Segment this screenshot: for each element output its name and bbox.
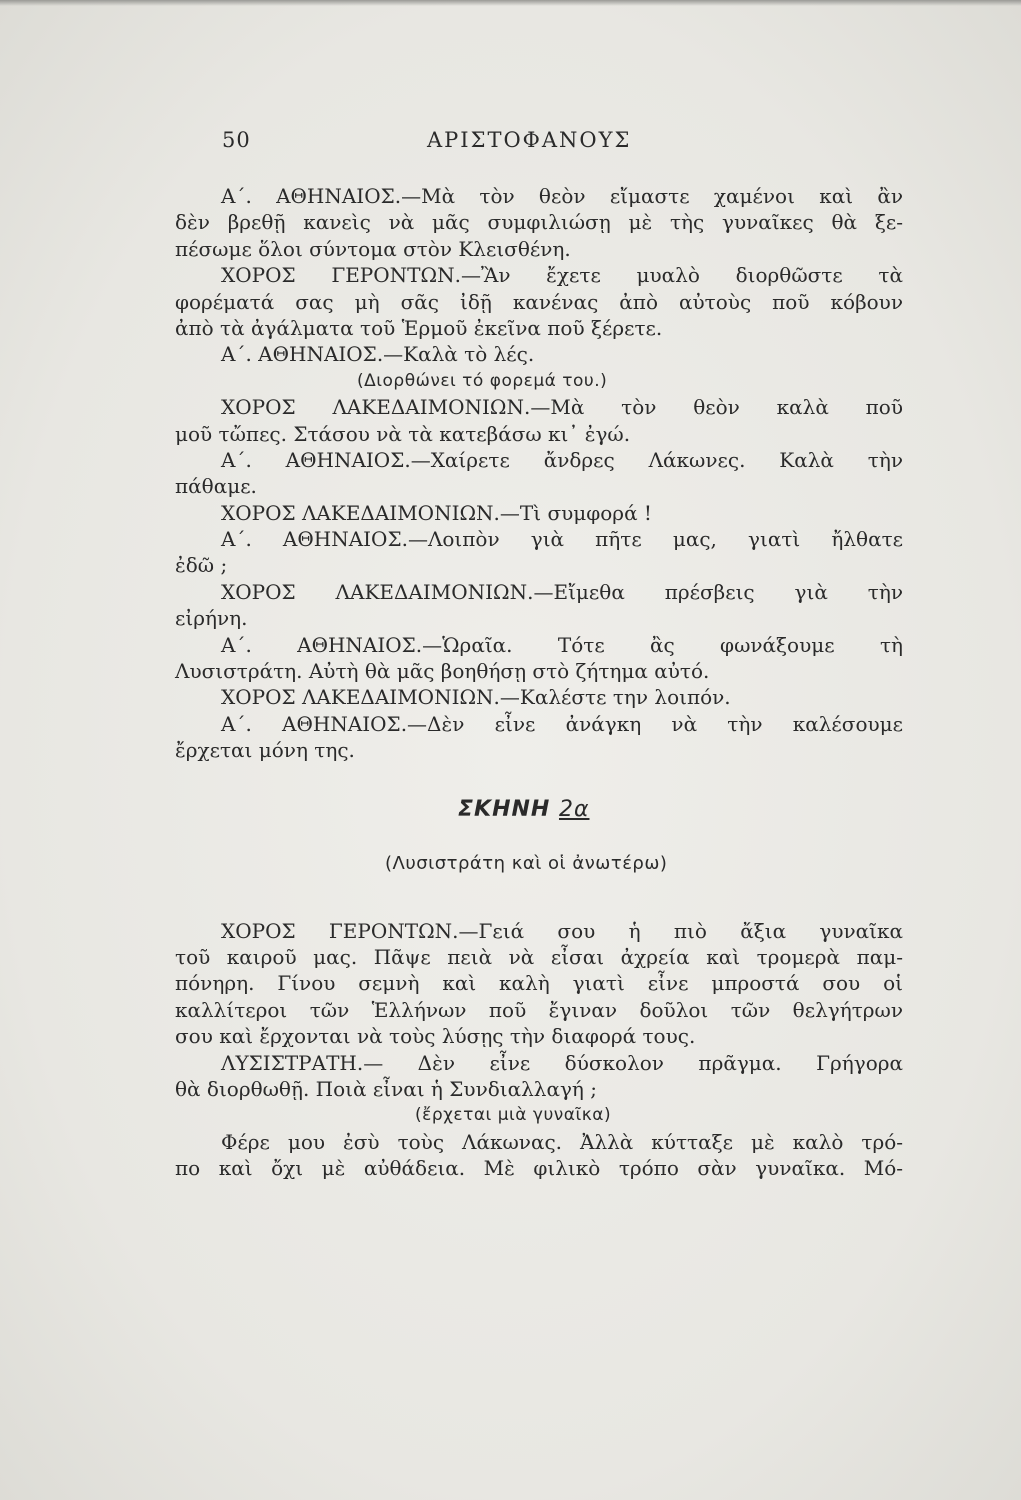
stage-direction: (Διορθώνει τό φορεμά του.) [357,370,608,391]
stage-direction: (ἔρχεται μιὰ γυναῖκα) [415,1105,612,1126]
text-line: φορέματά σας μὴ σᾶς ἰδῇ κανένας ἀπὸ αὐτοὺς ποῦ κόβουν [175,289,903,314]
text-line: σου καὶ ἔρχονται νὰ τοὺς λύσῃς τὴν διαφορά τους. [175,1024,696,1049]
text-line: Α΄. ΑΘΗΝΑΙΟΣ.—Μὰ τὸν θεὸν εἴμαστε χαμένοι καὶ ἂν [221,184,903,208]
text-line: ΧΟΡΟΣ ΓΕΡΟΝΤΩΝ.—Γειά σου ἡ πιὸ ἄξια γυναῖκα [221,918,903,943]
text-line: πάθαμε. [175,474,257,499]
page-header [222,128,902,158]
text-line: πέσωμε ὅλοι σύντομα στὸν Κλεισθένη. [175,236,571,261]
text-line: ΧΟΡΟΣ ΛΑΚΕΔΑΙΜΟΝΙΩΝ.—Μὰ τὸν θεὸν καλὰ ποῦ [221,395,903,420]
text-line: Α΄. ΑΘΗΝΑΙΟΣ.—Δὲν εἶνε ἀνάγκη νὰ τὴν καλέσουμε [221,711,903,736]
scene-title: ΣΚΗΝΗ [458,796,551,822]
text-line: Α΄. ΑΘΗΝΑΙΟΣ.—Χαίρετε ἄνδρες Λάκωνες. Καλὰ τὴν [221,447,903,472]
text-line: καλλίτεροι τῶν Ἑλλήνων ποῦ ἔγιναν δοῦλοι τῶν θελγήτρων [175,997,903,1022]
text-line: ΧΟΡΟΣ ΛΑΚΕΔΑΙΜΟΝΙΩΝ.—Εἴμεθα πρέσβεις γιὰ τὴν [221,579,903,604]
spacer [175,884,903,918]
text-line: ἔρχεται μόνη της. [175,738,355,763]
text-line: θὰ διορθωθῇ. Ποιὰ εἶναι ἡ Συνδιαλλαγή ; [175,1076,598,1101]
text-line: δὲν βρεθῇ κανεὶς νὰ μᾶς συμφιλιώσῃ μὲ τὴς γυναῖκες θὰ ξε- [175,210,903,235]
text-line: μοῦ τὤπες. Στάσου νὰ τὰ κατεβάσω κι᾿ ἐγώ. [175,421,631,446]
scene-subtitle: (Λυσιστράτη καὶ οἱ ἀνωτέρω) [385,852,668,874]
text-line: ΛΥΣΙΣΤΡΑΤΗ.— Δὲν εἶνε δύσκολον πρᾶγμα. Γρήγορα [221,1050,903,1075]
text-line: ΧΟΡΟΣ ΛΑΚΕΔΑΙΜΟΝΙΩΝ.—Τὶ συμφορά ! [221,500,652,525]
text-line: πο καὶ ὄχι μὲ αὐθάδεια. Μὲ φιλικὸ τρόπο σὰν γυναῖκα. Μό- [175,1156,903,1181]
text-line: ἐδῶ ; [175,553,228,578]
body-text [175,183,903,1182]
text-line: Α΄. ΑΘΗΝΑΙΟΣ.—Λοιπὸν γιὰ πῆτε μας, γιατὶ ἤλθατε [221,527,903,552]
spacer [175,764,903,790]
text-line: ΧΟΡΟΣ ΓΕΡΟΝΤΩΝ.—Ἂν ἔχετε μυαλὸ διορθῶστε τὰ [221,263,903,288]
text-line: εἰρήνη. [175,606,248,631]
text-line: Λυσιστράτη. Αὐτὴ θὰ μᾶς βοηθήσῃ στὸ ζήτημα αὐτό. [175,659,710,684]
scan-edge-shadow [0,0,1021,6]
running-title: ΑΡΙΣΤΟΦΑΝΟΥΣ [427,128,632,152]
text-line: τοῦ καιροῦ μας. Πᾶψε πειὰ νὰ εἶσαι ἀχρεία καὶ τρομερὰ παμ- [175,944,903,969]
scene-number: 2α [558,796,590,822]
text-line: Α΄. ΑΘΗΝΑΙΟΣ.—Καλὰ τὸ λές. [221,342,535,367]
text-line: ΧΟΡΟΣ ΛΑΚΕΔΑΙΜΟΝΙΩΝ.—Καλέστε την λοιπόν. [221,685,731,710]
page-number: 50 [222,128,251,152]
text-line: Α΄. ΑΘΗΝΑΙΟΣ.—Ὡραῖα. Τότε ἂς φωνάξουμε τὴ [221,632,903,657]
text-line: πόνηρη. Γίνου σεμνὴ καὶ καλὴ γιατὶ εἶνε μπροστά σου οἱ [175,971,903,996]
text-line: ἀπὸ τὰ ἀγάλματα τοῦ Ἑρμοῦ ἐκεῖνα ποῦ ξέρετε. [175,315,663,340]
text-line: Φέρε μου ἐσὺ τοὺς Λάκωνας. Ἀλλὰ κύτταξε μὲ καλὸ τρό- [221,1129,903,1154]
scene-heading [175,790,903,830]
